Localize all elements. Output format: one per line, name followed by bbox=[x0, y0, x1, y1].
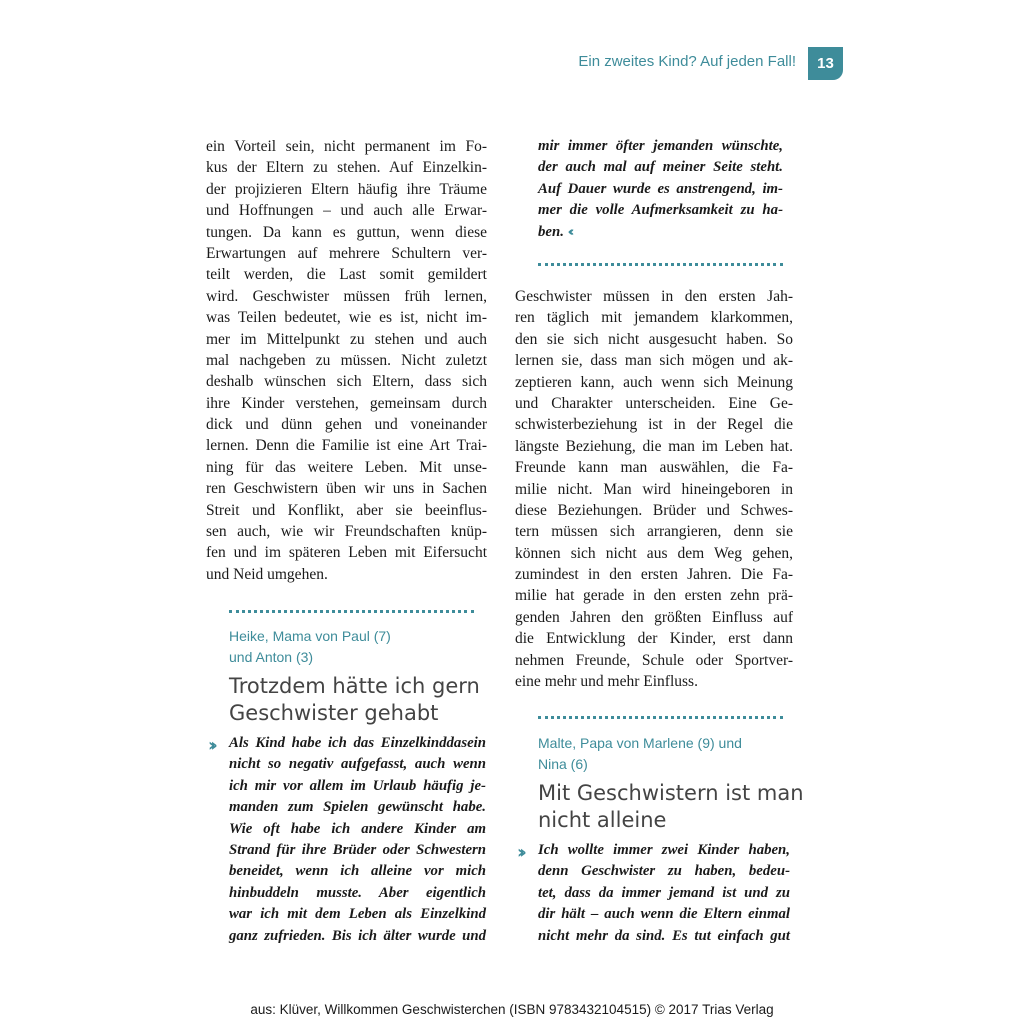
quote-text bbox=[229, 733, 486, 947]
quote-box-malte bbox=[538, 733, 804, 834]
text-line: den sie sich nicht ausgesucht haben. So bbox=[515, 330, 793, 348]
text-line: kus der Eltern zu stehen. Auf Einzelkin- bbox=[206, 159, 487, 177]
text-line: tern müssen sich arrangieren, denn sie bbox=[515, 523, 793, 541]
quote-text bbox=[538, 840, 790, 947]
text-line: lernen sie, dass man sich mögen und ak- bbox=[515, 352, 793, 370]
footer-citation: aus: Klüver, Willkommen Geschwisterchen (ISBN 9783432104515) © 2017 Trias Verlag bbox=[250, 1002, 774, 1017]
text-line: ganz zufrieden. Bis ich älter wurde und bbox=[229, 927, 486, 944]
text-line: nicht so negativ aufgefasst, auch wenn bbox=[229, 756, 486, 773]
quote-headline: Mit Geschwistern ist man bbox=[538, 781, 804, 805]
quote-divider bbox=[229, 610, 474, 613]
text-line: Ich wollte immer zwei Kinder haben, bbox=[538, 842, 790, 858]
quote-author: Malte, Papa von Marlene (9) und bbox=[538, 735, 742, 751]
text-line: ein Vorteil sein, nicht permanent im Fo- bbox=[206, 138, 487, 155]
text-line: milie hat gerade in den ersten zehn prä- bbox=[515, 587, 793, 605]
text-line: denn Geschwister zu haben, bedeu- bbox=[538, 863, 790, 880]
text-line: Geschwister müssen in den ersten Jah- bbox=[515, 288, 793, 305]
text-line: dick und dünn gehen und voneinander bbox=[206, 416, 487, 434]
text-line: deshalb wünschen sich Eltern, dass sich bbox=[206, 373, 487, 391]
quote-divider bbox=[538, 716, 783, 719]
text-line: Erwartungen auf mehrere Schultern ver- bbox=[206, 244, 487, 262]
text-line: hinbuddeln musste. Aber eigentlich bbox=[229, 884, 486, 901]
text-line: Streit und Konflikt, aber sie beeinflus- bbox=[206, 501, 487, 519]
text-line: nehmen Freunde, Schule oder Sportver- bbox=[515, 651, 793, 669]
text-line: manden zum Spielen gewünscht habe. bbox=[229, 799, 486, 816]
text-line: eine mehr und mehr Einfluss. bbox=[515, 673, 698, 691]
text-line: mal nachgeben zu müssen. Nicht zuletzt bbox=[206, 351, 487, 369]
text-line: zeptieren kann, auch wenn sich Meinung bbox=[515, 373, 793, 391]
text-line: sen auch, wie wir Freundschaften knüp- bbox=[206, 523, 487, 541]
text-line: und Hoffnungen – und auch alle Erwar- bbox=[206, 202, 487, 220]
text-line: ich mir vor allem im Urlaub häufig je- bbox=[229, 777, 486, 794]
quote-open-icon: ›› bbox=[517, 842, 522, 863]
text-line: mer die volle Aufmerksamkeit zu ha- bbox=[538, 202, 783, 219]
text-line: Auf Dauer wurde es anstrengend, im- bbox=[538, 180, 783, 197]
quote-headline: Geschwister gehabt bbox=[229, 701, 439, 725]
text-line: teilt werden, die Last somit gemildert bbox=[206, 266, 487, 284]
quote-author: Nina (6) bbox=[538, 756, 588, 772]
text-line: wird. Geschwister müssen früh lernen, bbox=[206, 287, 487, 305]
text-line: mir immer öfter jemanden wünschte, bbox=[538, 138, 783, 154]
left-column-text bbox=[206, 136, 487, 585]
text-line: ning für das weitere Leben. Mit unse- bbox=[206, 458, 487, 476]
quote-text-continued bbox=[538, 136, 783, 222]
text-line: tet, dass da immer jemand ist und zu bbox=[538, 884, 790, 901]
text-line: können sich nicht aus dem Weg gehen, bbox=[515, 544, 793, 562]
text-line: längste Beziehung, die man im Leben hat. bbox=[515, 437, 793, 455]
text-line: zumindest in den ersten Jahren. Die Fa- bbox=[515, 566, 793, 584]
text-line: schwisterbeziehung ist in der Regel die bbox=[515, 416, 793, 434]
text-line: ren täglich mit jemandem klarkommen, bbox=[515, 309, 793, 327]
text-line: tungen. Da kann es guttun, wenn diese bbox=[206, 223, 487, 241]
text-line: was Teilen bedeutet, wie es ist, nicht im- bbox=[206, 309, 487, 327]
quote-open-icon: ›› bbox=[208, 735, 213, 756]
text-line: genden Jahren den größten Einfluss auf bbox=[515, 608, 793, 626]
quote-divider bbox=[538, 263, 783, 266]
quote-box-heike bbox=[229, 626, 489, 727]
quote-close-icon: ‹‹ bbox=[567, 225, 571, 240]
text-line: mer im Mittelpunkt zu stehen und auch bbox=[206, 330, 487, 348]
text-line: diese Beziehungen. Brüder und Schwes- bbox=[515, 501, 793, 519]
text-line: Als Kind habe ich das Einzelkinddasein bbox=[229, 735, 486, 751]
text-line: die Entwicklung der Kinder, erst dann bbox=[515, 630, 793, 648]
text-line: der auch mal auf meiner Seite steht. bbox=[538, 159, 783, 176]
quote-headline: Trotzdem hätte ich gern bbox=[229, 674, 480, 698]
text-line: fen und im späteren Leben mit Eifersucht bbox=[206, 544, 487, 562]
text-line: ren Geschwistern üben wir uns in Sachen bbox=[206, 480, 487, 498]
running-header: Ein zweites Kind? Auf jeden Fall! bbox=[578, 53, 796, 70]
text-line: und Neid umgehen. bbox=[206, 565, 328, 583]
text-line: nicht mehr da sind. Es tut einfach gut bbox=[538, 927, 790, 944]
text-line: der projizieren Eltern häufig ihre Träume bbox=[206, 180, 487, 198]
quote-last-word: ben. bbox=[538, 224, 564, 240]
text-line: lernen. Denn die Familie ist eine Art Trai- bbox=[206, 437, 487, 455]
quote-author: Heike, Mama von Paul (7) bbox=[229, 628, 391, 644]
text-line: war ich mit dem Leben als Einzelkind bbox=[229, 906, 486, 923]
text-line: Strand für ihre Brüder oder Schwestern bbox=[229, 841, 486, 858]
text-line: Freunde kann man auswählen, die Fa- bbox=[515, 459, 793, 477]
text-line: milie nicht. Man wird hineingeboren in bbox=[515, 480, 793, 498]
quote-headline: nicht alleine bbox=[538, 808, 667, 832]
text-line: und Charakter unterscheiden. Eine Ge- bbox=[515, 394, 793, 412]
text-line: Wie oft habe ich andere Kinder am bbox=[229, 820, 486, 837]
text-line: dir hält – auch wenn die Eltern einmal bbox=[538, 906, 790, 923]
quote-text-last-line bbox=[538, 222, 570, 243]
right-column-text bbox=[515, 286, 793, 692]
quote-author: und Anton (3) bbox=[229, 649, 314, 665]
page-number-badge: 13 bbox=[808, 47, 843, 80]
text-line: ihre Kinder verstehen, gemeinsam durch bbox=[206, 394, 487, 412]
text-line: beneidet, wenn ich alleine vor mich bbox=[229, 863, 486, 880]
